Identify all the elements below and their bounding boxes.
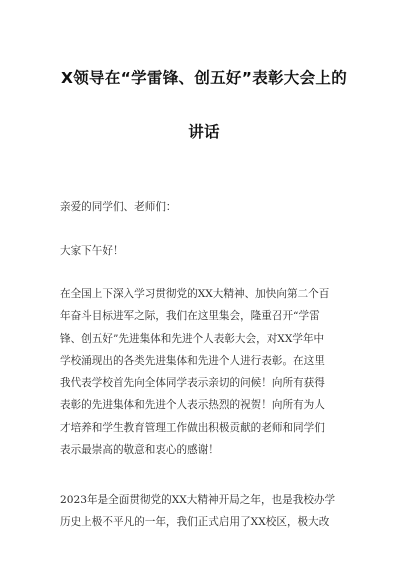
paragraph-line: 年奋斗目标进军之际，我们在这里集会，隆重召开“学雷	[60, 310, 320, 323]
document-title-line-1: X领导在“学雷锋、创五好”表彰大会上的	[60, 69, 348, 87]
paragraph-2	[60, 489, 355, 536]
paragraph-line: 锋、创五好”先进集体和先进个人表彰大会，对XX学年中	[60, 332, 325, 345]
paragraph-line: 历史上极不平凡的一年，我们正式启用了XX校区，极大改	[60, 516, 330, 529]
paragraph-line: 表示最崇高的敬意和衷心的感谢！	[60, 444, 219, 457]
paragraph-line: 表彰的先进集体和先进个人表示热烈的祝贺！向所有为人	[60, 399, 325, 412]
paragraph-line: 在全国上下深入学习贯彻党的XX大精神、加快向第二个百	[60, 288, 330, 300]
paragraph-line: 学校涌现出的各类先进集体和先进个人进行表彰。在这里	[60, 354, 325, 367]
paragraph-line: 我代表学校首先向全体同学表示亲切的问候！向所有获得	[60, 377, 325, 390]
salutation: 亲爱的同学们、老师们：	[60, 201, 177, 213]
paragraph-1	[60, 283, 355, 461]
paragraph-line: 2023年是全面贯彻党的XX大精神开局之年，也是我校办学	[60, 494, 336, 506]
greeting: 大家下午好！	[60, 245, 124, 257]
document-title-line-2: 讲话	[188, 123, 220, 141]
paragraph-line: 才培养和学生教育管理工作做出积极贡献的老师和同学们	[60, 421, 325, 434]
